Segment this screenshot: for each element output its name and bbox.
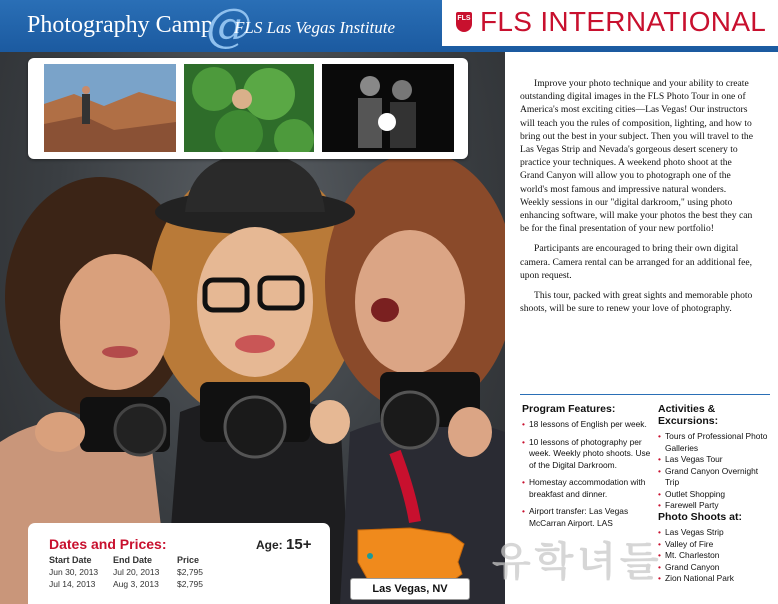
program-features-title: Program Features: bbox=[522, 403, 616, 415]
age-requirement bbox=[256, 536, 311, 553]
fls-shield-logo bbox=[456, 12, 472, 32]
feature-item: • 18 lessons of English per week. bbox=[522, 419, 652, 431]
intro-paragraph-2: Participants are encouraged to bring their own digital camera. Camera rental can be arranged for an additional fee, upon request. bbox=[520, 243, 752, 281]
cactus-photo bbox=[184, 64, 314, 152]
activity-item: • Outlet Shopping bbox=[658, 489, 770, 501]
row1-price: $2,795 bbox=[177, 567, 203, 577]
intro-text bbox=[520, 77, 756, 322]
map-location-label: Las Vegas, NV bbox=[350, 578, 470, 600]
page-subtitle: FLS Las Vegas Institute bbox=[234, 18, 396, 37]
header-bar bbox=[0, 0, 778, 52]
program-features bbox=[522, 403, 652, 535]
watermark: 유학녀들 bbox=[492, 539, 663, 585]
photo-shoots bbox=[658, 511, 770, 585]
logo-mark-text: FLS bbox=[457, 15, 471, 22]
col-end-date: End Date bbox=[113, 555, 153, 565]
grand-canyon-photo bbox=[44, 64, 176, 152]
activity-item: • Tours of Professional Photo Galleries bbox=[658, 431, 770, 454]
row1-end: Jul 20, 2013 bbox=[113, 567, 160, 577]
photo-shoots-title: Photo Shoots at: bbox=[658, 511, 742, 523]
photo-shoot-item: • Mt. Charleston bbox=[658, 550, 770, 562]
at-symbol: @ bbox=[206, 0, 252, 52]
intro-paragraph-3: This tour, packed with great sights and memorable photo shoots, will be sure to renew your love of photography. bbox=[520, 290, 753, 315]
page-title: Photography Camp bbox=[27, 12, 213, 38]
activity-item: • Grand Canyon Overnight Trip bbox=[658, 466, 770, 489]
feature-item: • 10 lessons of photography per week. Weekly photo shoots. Use of the Digital Darkroom. bbox=[522, 437, 652, 472]
photo-shoot-item: • Valley of Fire bbox=[658, 539, 770, 551]
thumbnail-strip bbox=[28, 58, 468, 159]
col-price: Price bbox=[177, 555, 200, 565]
dates-title: Dates and Prices: bbox=[49, 536, 167, 552]
row2-price: $2,795 bbox=[177, 579, 203, 589]
activity-item: • Farewell Party bbox=[658, 500, 770, 512]
photo-shoot-item: • Zion National Park bbox=[658, 573, 770, 585]
section-divider bbox=[520, 394, 770, 395]
brand-name: FLS INTERNATIONAL bbox=[480, 6, 767, 37]
row2-end: Aug 3, 2013 bbox=[113, 579, 159, 589]
age-value: 15+ bbox=[286, 536, 312, 553]
feature-item: • Airport transfer: Las Vegas McCarran Airport. LAS bbox=[522, 506, 652, 529]
intro-paragraph-1: Improve your photo technique and your ability to create outstanding digital images in the FLS Photo Tour in one of America's most exciting cities—Las Vegas! Our instructors will teach you the rules of composition, lighting, and how to bring out the best in your subject. Then you will travel to the Las Vegas Strip and Nevada's gorgeous desert scenery to practice your techniques. A weekend photo shoot at the Grand Canyon will allow you to photograph one of the world's most famous and impressive natural wonders. Weekly sessions in our "digital darkroom," using photo enhancing software, will make your photos the best they can be for the final presentation of your new portfolio! bbox=[520, 78, 753, 235]
activities-excursions bbox=[658, 403, 770, 512]
age-label: Age: bbox=[256, 538, 283, 552]
row2-start: Jul 14, 2013 bbox=[49, 579, 96, 589]
photo-shoot-item: • Grand Canyon bbox=[658, 562, 770, 574]
row1-start: Jun 30, 2013 bbox=[49, 567, 99, 577]
activity-item: • Las Vegas Tour bbox=[658, 454, 770, 466]
col-start-date: Start Date bbox=[49, 555, 92, 565]
feature-item: • Homestay accommodation with breakfast and dinner. bbox=[522, 477, 652, 500]
dates-prices-card bbox=[28, 523, 330, 604]
activities-title: Activities & Excursions: bbox=[658, 403, 719, 427]
photo-shoot-item: • Las Vegas Strip bbox=[658, 527, 770, 539]
studio-portrait-photo bbox=[322, 64, 454, 152]
